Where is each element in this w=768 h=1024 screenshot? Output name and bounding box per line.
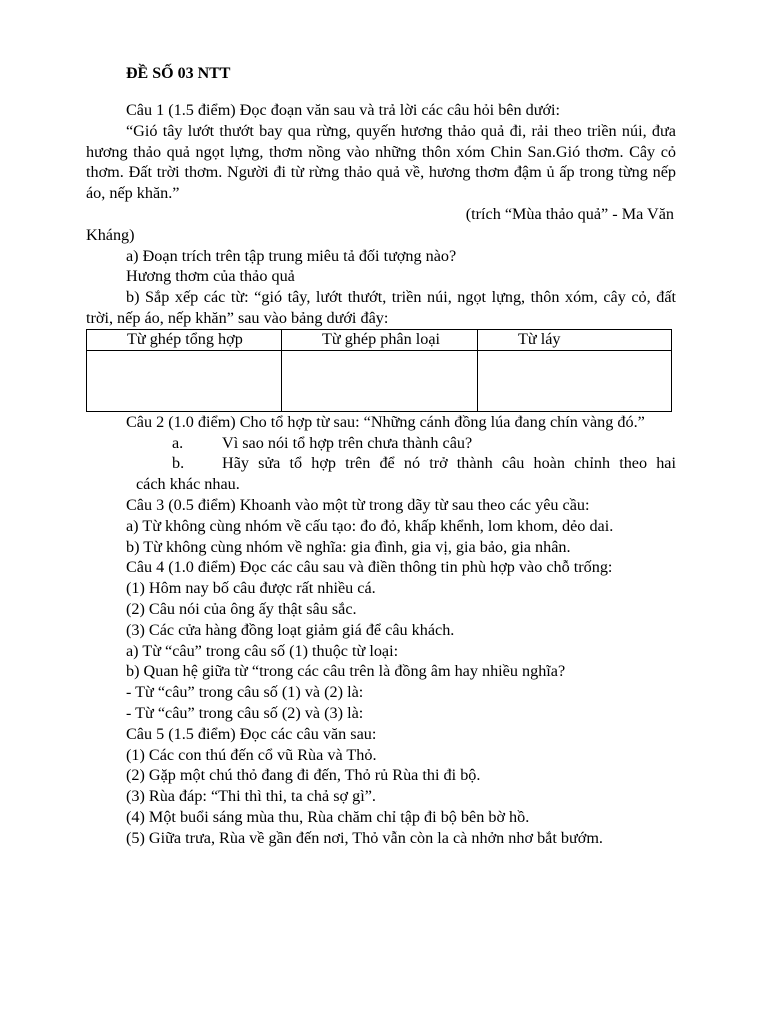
question-1-heading: Câu 1 (1.5 điểm) Đọc đoạn văn sau và trả lời các câu hỏi bên dưới:: [126, 101, 561, 119]
question-4b-item-2: - Từ “câu” trong câu số (2) và (3) là:: [126, 703, 364, 722]
table-header-reduplicative: Từ láy: [478, 329, 672, 350]
table-row: [87, 350, 672, 411]
question-2b-text: Hãy sửa tổ hợp trên để nó trở thành câu hoàn chỉnh theo hai: [222, 454, 676, 473]
table-header-compound-classifying: Từ ghép phân loại: [282, 329, 478, 350]
question-5-sentence-1: (1) Các con thú đến cổ vũ Rùa và Thỏ.: [126, 745, 377, 764]
document-title: ĐỀ SỐ 03 NTT: [126, 65, 231, 82]
document-page: [86, 62, 676, 849]
question-2b-label: b.: [172, 454, 185, 473]
question-1a-answer: Hương thơm của thảo quả: [126, 267, 295, 286]
question-5-sentence-3: (3) Rùa đáp: “Thi thì thi, ta chả sợ gì”.: [126, 787, 376, 806]
question-4-sentence-2: (2) Câu nói của ông ấy thật sâu sắc.: [126, 599, 357, 618]
question-1a: a) Đoạn trích trên tập trung miêu tả đối tượng nào?: [126, 246, 457, 265]
word-classification-table: [86, 329, 672, 412]
question-4-sentence-3: (3) Các cửa hàng đồng loạt giảm giá để câu khách.: [126, 620, 455, 639]
question-2-heading: Câu 2 (1.0 điểm) Cho tổ hợp từ sau: “Những cánh đồng lúa đang chín vàng đó.”: [126, 412, 645, 431]
question-2a-text: Vì sao nói tổ hợp trên chưa thành câu?: [222, 433, 473, 452]
question-4a: a) Từ “câu” trong câu số (1) thuộc từ loại:: [126, 641, 399, 660]
question-5-sentence-4: (4) Một buổi sáng mùa thu, Rùa chăm chỉ tập đi bộ bên bờ hồ.: [126, 807, 530, 826]
table-cell-empty: [282, 350, 478, 411]
citation-line-1: (trích “Mùa thảo quả” - Ma Văn: [465, 204, 674, 223]
question-5-sentence-5: (5) Giữa trưa, Rùa về gần đến nơi, Thỏ vẫn còn la cà nhởn nhơ bắt bướm.: [126, 828, 603, 847]
question-1-citation: [86, 204, 676, 225]
table-header-row: [87, 329, 672, 350]
question-1b: b) Sắp xếp các từ: “gió tây, lướt thướt, triền núi, ngọt lựng, thôn xóm, cây cỏ, đất trời, nếp áo, nếp khăn” sau vào bảng dưới đây:: [86, 288, 676, 327]
question-2a: [86, 433, 676, 454]
table-header-compound-general: Từ ghép tổng hợp: [87, 329, 282, 350]
question-3a: a) Từ không cùng nhóm về cấu tạo: đo đỏ, khấp khểnh, lom khom, dẻo dai.: [126, 516, 614, 535]
question-4-heading: Câu 4 (1.0 điểm) Đọc các câu sau và điền thông tin phù hợp vào chỗ trống:: [126, 558, 613, 577]
question-4-sentence-1: (1) Hôm nay bố câu được rất nhiều cá.: [126, 579, 376, 598]
table-cell-empty: [478, 350, 672, 411]
question-3b: b) Từ không cùng nhóm về nghĩa: gia đình, gia vị, gia bảo, gia nhân.: [126, 537, 571, 556]
question-3-heading: Câu 3 (0.5 điểm) Khoanh vào một từ trong dãy từ sau theo các yêu cầu:: [126, 495, 590, 514]
question-5-heading: Câu 5 (1.5 điểm) Đọc các câu văn sau:: [126, 724, 377, 743]
question-4b-item-1: - Từ “câu” trong câu số (1) và (2) là:: [126, 683, 364, 702]
question-2b: [86, 453, 676, 474]
question-2b-continuation: cách khác nhau.: [136, 475, 240, 494]
question-5-sentence-2: (2) Gặp một chú thỏ đang đi đến, Thỏ rủ Rùa thi đi bộ.: [126, 766, 481, 785]
question-4b: b) Quan hệ giữa từ “trong các câu trên là đồng âm hay nhiều nghĩa?: [126, 662, 566, 681]
citation-line-2: Kháng): [86, 225, 135, 244]
table-cell-empty: [87, 350, 282, 411]
question-1-passage: “Gió tây lướt thướt bay qua rừng, quyến hương thảo quả đi, rải theo triền núi, đưa hương thảo quả ngọt lựng, thơm nồng vào những thôn xóm Chin San.Gió thơm. Cây cỏ thơm. Đất trời thơm. Người đi từ rừng thảo quả về, hương thơm đậm ủ ấp trong từng nếp áo, nếp khăn.”: [86, 121, 676, 203]
question-2a-label: a.: [172, 433, 184, 452]
